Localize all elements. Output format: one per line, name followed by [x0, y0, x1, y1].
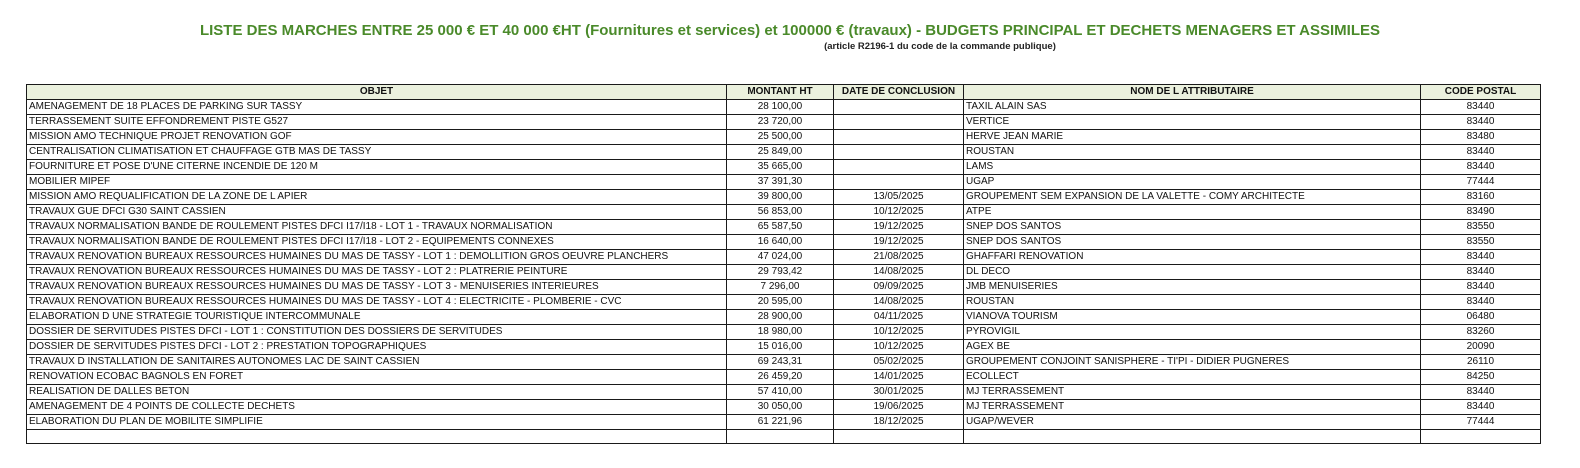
table-row [27, 145, 1541, 160]
cell-montant: 16 640,00 [727, 235, 834, 250]
cell-date: 18/12/2025 [834, 415, 964, 430]
column-header-objet: OBJET [27, 85, 727, 100]
cell-objet: AMENAGEMENT DE 4 POINTS DE COLLECTE DECHETS [27, 400, 727, 415]
cell-montant: 25 500,00 [727, 130, 834, 145]
cell-objet: TRAVAUX RENOVATION BUREAUX RESSOURCES HUMAINES DU MAS DE TASSY - LOT 4 : ELECTRICITE - PLOMBERIE - CVC [27, 295, 727, 310]
cell-montant: 7 296,00 [727, 280, 834, 295]
table-row [27, 205, 1541, 220]
cell-attributaire: SNEP DOS SANTOS [964, 220, 1421, 235]
cell-date [834, 130, 964, 145]
column-header-montant: MONTANT HT [727, 85, 834, 100]
cell-attributaire: GROUPEMENT SEM EXPANSION DE LA VALETTE - COMY ARCHITECTE [964, 190, 1421, 205]
cell-montant: 30 050,00 [727, 400, 834, 415]
table-row [27, 355, 1541, 370]
table-row [27, 115, 1541, 130]
empty-row [27, 430, 1541, 444]
cell-montant: 69 243,31 [727, 355, 834, 370]
cell-date [834, 175, 964, 190]
cell-montant: 29 793,42 [727, 265, 834, 280]
cell-montant: 37 391,30 [727, 175, 834, 190]
cell-attributaire: TAXIL ALAIN SAS [964, 100, 1421, 115]
cell-code-postal: 83160 [1421, 190, 1541, 205]
header-row [27, 85, 1541, 100]
cell-objet: MOBILIER MIPEF [27, 175, 727, 190]
column-header-date: DATE DE CONCLUSION [834, 85, 964, 100]
cell-montant: 28 900,00 [727, 310, 834, 325]
cell-attributaire: ROUSTAN [964, 295, 1421, 310]
cell-objet: TRAVAUX NORMALISATION BANDE DE ROULEMENT PISTES DFCI I17/I18 - LOT 1 - TRAVAUX NORMALISATION [27, 220, 727, 235]
cell-objet: TRAVAUX RENOVATION BUREAUX RESSOURCES HUMAINES DU MAS DE TASSY - LOT 3 - MENUISERIES INTERIEURES [27, 280, 727, 295]
cell-date: 14/08/2025 [834, 295, 964, 310]
cell-code-postal: 83550 [1421, 235, 1541, 250]
cell-code-postal: 77444 [1421, 415, 1541, 430]
table-row [27, 280, 1541, 295]
subtitle-container [0, 41, 1580, 55]
cell-objet: DOSSIER DE SERVITUDES PISTES DFCI - LOT 1 : CONSTITUTION DES DOSSIERS DE SERVITUDES [27, 325, 727, 340]
cell-objet: TRAVAUX RENOVATION BUREAUX RESSOURCES HUMAINES DU MAS DE TASSY - LOT 1 : DEMOLLITION GROS OEUVRE PLANCHERS [27, 250, 727, 265]
cell-montant: 57 410,00 [727, 385, 834, 400]
table-row [27, 220, 1541, 235]
cell-date: 09/09/2025 [834, 280, 964, 295]
cell-code-postal: 83440 [1421, 100, 1541, 115]
cell-date [834, 160, 964, 175]
cell-attributaire: GROUPEMENT CONJOINT SANISPHERE - TI'PI - DIDIER PUGNERES [964, 355, 1421, 370]
cell-attributaire: SNEP DOS SANTOS [964, 235, 1421, 250]
cell-objet: TERRASSEMENT SUITE EFFONDREMENT PISTE G527 [27, 115, 727, 130]
cell-date: 21/08/2025 [834, 250, 964, 265]
cell-date: 14/08/2025 [834, 265, 964, 280]
column-header-attributaire: NOM DE L ATTRIBUTAIRE [964, 85, 1421, 100]
cell-attributaire: ROUSTAN [964, 145, 1421, 160]
cell-montant: 65 587,50 [727, 220, 834, 235]
cell-attributaire: AGEX BE [964, 340, 1421, 355]
table-row [27, 310, 1541, 325]
cell-objet: FOURNITURE ET POSE D'UNE CITERNE INCENDIE DE 120 M [27, 160, 727, 175]
cell-montant: 23 720,00 [727, 115, 834, 130]
cell-code-postal: 83490 [1421, 205, 1541, 220]
cell-montant: 20 595,00 [727, 295, 834, 310]
empty-cell [727, 430, 834, 444]
cell-objet: MISSION AMO TECHNIQUE PROJET RENOVATION GOF [27, 130, 727, 145]
cell-code-postal: 84250 [1421, 370, 1541, 385]
table-row [27, 265, 1541, 280]
page-subtitle: (article R2196-1 du code de la commande publique) [824, 41, 1056, 52]
table-row [27, 250, 1541, 265]
table-body [27, 100, 1541, 444]
cell-attributaire: UGAP [964, 175, 1421, 190]
cell-code-postal: 26110 [1421, 355, 1541, 370]
cell-objet: TRAVAUX D INSTALLATION DE SANITAIRES AUTONOMES LAC DE SAINT CASSIEN [27, 355, 727, 370]
cell-code-postal: 83440 [1421, 160, 1541, 175]
cell-attributaire: VIANOVA TOURISM [964, 310, 1421, 325]
column-header-code-postal: CODE POSTAL [1421, 85, 1541, 100]
cell-date: 05/02/2025 [834, 355, 964, 370]
cell-date: 10/12/2025 [834, 340, 964, 355]
cell-attributaire: PYROVIGIL [964, 325, 1421, 340]
cell-objet: DOSSIER DE SERVITUDES PISTES DFCI - LOT 2 : PRESTATION TOPOGRAPHIQUES [27, 340, 727, 355]
cell-date: 10/12/2025 [834, 205, 964, 220]
cell-montant: 39 800,00 [727, 190, 834, 205]
cell-code-postal: 83440 [1421, 115, 1541, 130]
cell-date [834, 100, 964, 115]
cell-code-postal: 83440 [1421, 250, 1541, 265]
cell-montant: 26 459,20 [727, 370, 834, 385]
cell-date: 19/12/2025 [834, 235, 964, 250]
cell-code-postal: 83440 [1421, 400, 1541, 415]
cell-date: 19/06/2025 [834, 400, 964, 415]
table-header [27, 85, 1541, 100]
cell-code-postal: 83440 [1421, 295, 1541, 310]
cell-objet: RENOVATION ECOBAC BAGNOLS EN FORET [27, 370, 727, 385]
table-row [27, 175, 1541, 190]
contracts-table [26, 84, 1541, 444]
cell-attributaire: MJ TERRASSEMENT [964, 400, 1421, 415]
cell-date: 30/01/2025 [834, 385, 964, 400]
cell-code-postal: 06480 [1421, 310, 1541, 325]
table-row [27, 160, 1541, 175]
cell-code-postal: 83550 [1421, 220, 1541, 235]
cell-attributaire: ATPE [964, 205, 1421, 220]
cell-montant: 25 849,00 [727, 145, 834, 160]
cell-code-postal: 83480 [1421, 130, 1541, 145]
cell-attributaire: JMB MENUISERIES [964, 280, 1421, 295]
cell-montant: 35 665,00 [727, 160, 834, 175]
table-row [27, 295, 1541, 310]
cell-date [834, 115, 964, 130]
cell-attributaire: UGAP/WEVER [964, 415, 1421, 430]
cell-date: 14/01/2025 [834, 370, 964, 385]
cell-objet: TRAVAUX NORMALISATION BANDE DE ROULEMENT PISTES DFCI I17/I18 - LOT 2 - EQUIPEMENTS CONNEXES [27, 235, 727, 250]
cell-code-postal: 83440 [1421, 385, 1541, 400]
cell-montant: 15 016,00 [727, 340, 834, 355]
cell-objet: TRAVAUX GUE DFCI G30 SAINT CASSIEN [27, 205, 727, 220]
cell-date: 04/11/2025 [834, 310, 964, 325]
cell-date [834, 145, 964, 160]
cell-attributaire: DL DECO [964, 265, 1421, 280]
cell-code-postal: 20090 [1421, 340, 1541, 355]
cell-date: 13/05/2025 [834, 190, 964, 205]
cell-attributaire: MJ TERRASSEMENT [964, 385, 1421, 400]
table-row [27, 130, 1541, 145]
cell-attributaire: LAMS [964, 160, 1421, 175]
empty-cell [1421, 430, 1541, 444]
cell-code-postal: 83440 [1421, 145, 1541, 160]
cell-date: 10/12/2025 [834, 325, 964, 340]
table-row [27, 415, 1541, 430]
page-title: LISTE DES MARCHES ENTRE 25 000 € ET 40 000 €HT (Fournitures et services) et 100000 € (travaux) - BUDGETS PRINCIPAL ET DECHETS MENAGERS ET ASSIMILES [199, 22, 1381, 39]
empty-cell [27, 430, 727, 444]
cell-code-postal: 83440 [1421, 265, 1541, 280]
cell-objet: AMENAGEMENT DE 18 PLACES DE PARKING SUR TASSY [27, 100, 727, 115]
table-row [27, 340, 1541, 355]
cell-montant: 61 221,96 [727, 415, 834, 430]
table-row [27, 385, 1541, 400]
cell-objet: ELABORATION D UNE STRATEGIE TOURISTIQUE INTERCOMMUNALE [27, 310, 727, 325]
cell-montant: 47 024,00 [727, 250, 834, 265]
cell-objet: MISSION AMO REQUALIFICATION DE LA ZONE DE L APIER [27, 190, 727, 205]
empty-cell [964, 430, 1421, 444]
table-row [27, 370, 1541, 385]
cell-montant: 18 980,00 [727, 325, 834, 340]
cell-objet: CENTRALISATION CLIMATISATION ET CHAUFFAGE GTB MAS DE TASSY [27, 145, 727, 160]
table-row [27, 400, 1541, 415]
cell-attributaire: GHAFFARI RENOVATION [964, 250, 1421, 265]
cell-code-postal: 83260 [1421, 325, 1541, 340]
table-row [27, 235, 1541, 250]
cell-objet: REALISATION DE DALLES BETON [27, 385, 727, 400]
table-row [27, 190, 1541, 205]
table-row [27, 325, 1541, 340]
cell-montant: 56 853,00 [727, 205, 834, 220]
cell-code-postal: 77444 [1421, 175, 1541, 190]
cell-attributaire: ECOLLECT [964, 370, 1421, 385]
cell-attributaire: VERTICE [964, 115, 1421, 130]
cell-attributaire: HERVE JEAN MARIE [964, 130, 1421, 145]
cell-objet: ELABORATION DU PLAN DE MOBILITE SIMPLIFIE [27, 415, 727, 430]
cell-objet: TRAVAUX RENOVATION BUREAUX RESSOURCES HUMAINES DU MAS DE TASSY - LOT 2 : PLATRERIE PEINTURE [27, 265, 727, 280]
table-row [27, 100, 1541, 115]
cell-date: 19/12/2025 [834, 220, 964, 235]
cell-montant: 28 100,00 [727, 100, 834, 115]
cell-code-postal: 83440 [1421, 280, 1541, 295]
empty-cell [834, 430, 964, 444]
